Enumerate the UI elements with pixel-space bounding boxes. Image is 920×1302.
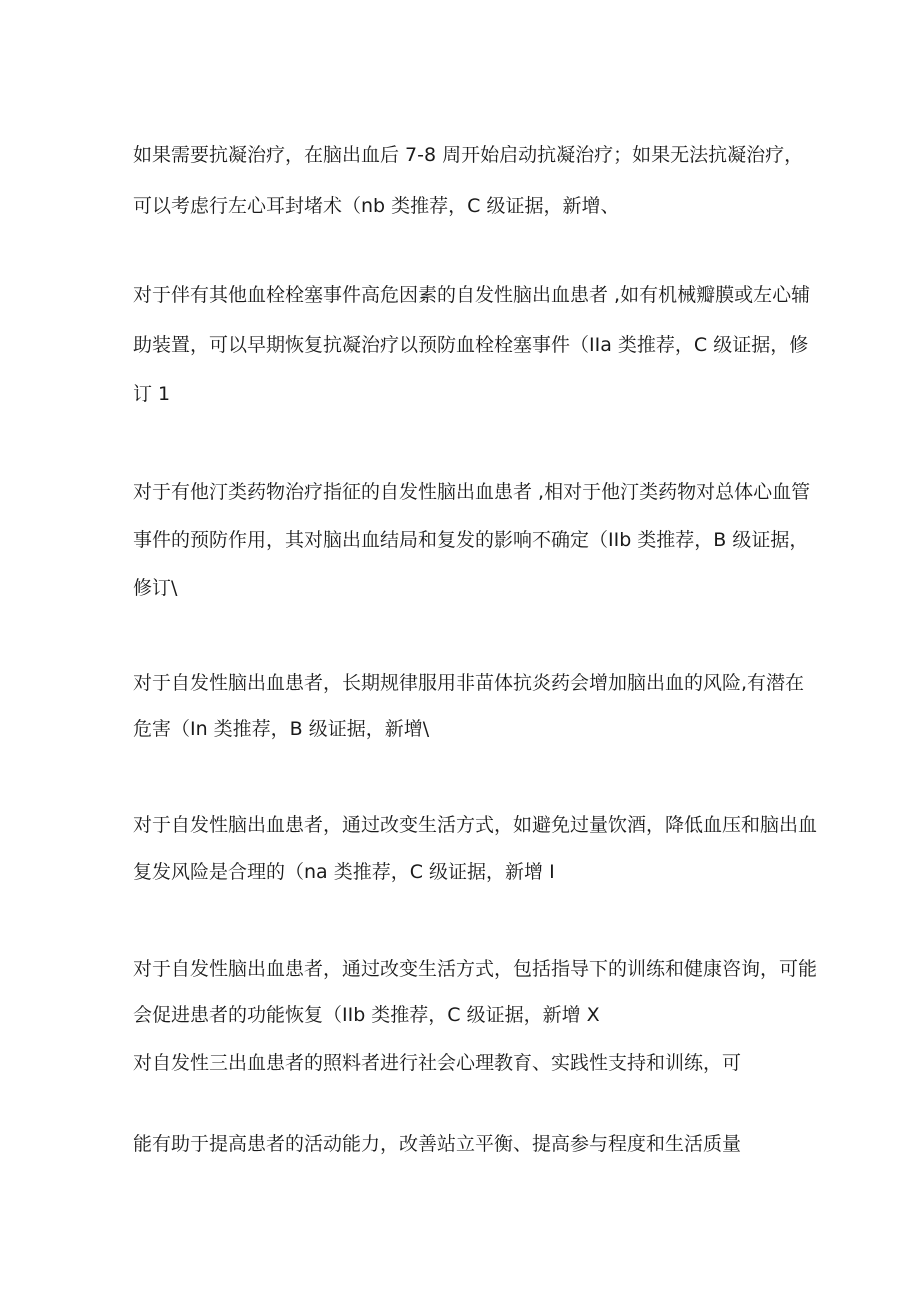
paragraph-line: 对自发性三出血患者的照料者进行社会心理教育、实践性支持和训练，可 [133,1052,742,1074]
paragraph-line: 危害（In 类推荐，B 级证据，新增\ [133,718,430,740]
paragraph-line: 对于有他汀类药物治疗指征的自发性脑出血患者 ,相对于他汀类药物对总体心血管 [133,481,811,503]
paragraph-line: 订 1 [133,383,171,405]
paragraph-line: 复发风险是合理的（na 类推荐，C 级证据，新增 I [133,861,555,883]
paragraph-line: 对于自发性脑出血患者，通过改变生活方式，包括指导下的训练和健康咨询，可能 [133,958,818,980]
paragraph-line: 会促进患者的功能恢复（IIb 类推荐，C 级证据，新增 X [133,1004,600,1026]
paragraph-line: 对于自发性脑出血患者，长期规律服用非苗体抗炎药会增加脑出血的风险,有潜在 [133,672,805,694]
paragraph-line: 助装置，可以早期恢复抗凝治疗以预防血栓栓塞事件（IIa 类推荐，C 级证据，修 [133,334,809,356]
paragraph-line: 事件的预防作用，其对脑出血结局和复发的影响不确定（IIb 类推荐，B 级证据， [133,529,809,551]
paragraph-line: 对于伴有其他血栓栓塞事件高危因素的自发性脑出血患者 ,如有机械瓣膜或左心辅 [133,284,811,306]
paragraph-line: 对于自发性脑出血患者，通过改变生活方式，如避免过量饮酒，降低血压和脑出血 [133,814,818,836]
paragraph-line: 可以考虑行左心耳封堵术（nb 类推荐，C 级证据，新增、 [133,195,620,217]
paragraph-line: 修订\ [133,577,178,599]
paragraph-line: 能有助于提高患者的活动能力，改善站立平衡、提高参与程度和生活质量 [133,1133,742,1155]
paragraph-line: 如果需要抗凝治疗，在脑出血后 7-8 周开始启动抗凝治疗；如果无法抗凝治疗， [133,144,804,166]
